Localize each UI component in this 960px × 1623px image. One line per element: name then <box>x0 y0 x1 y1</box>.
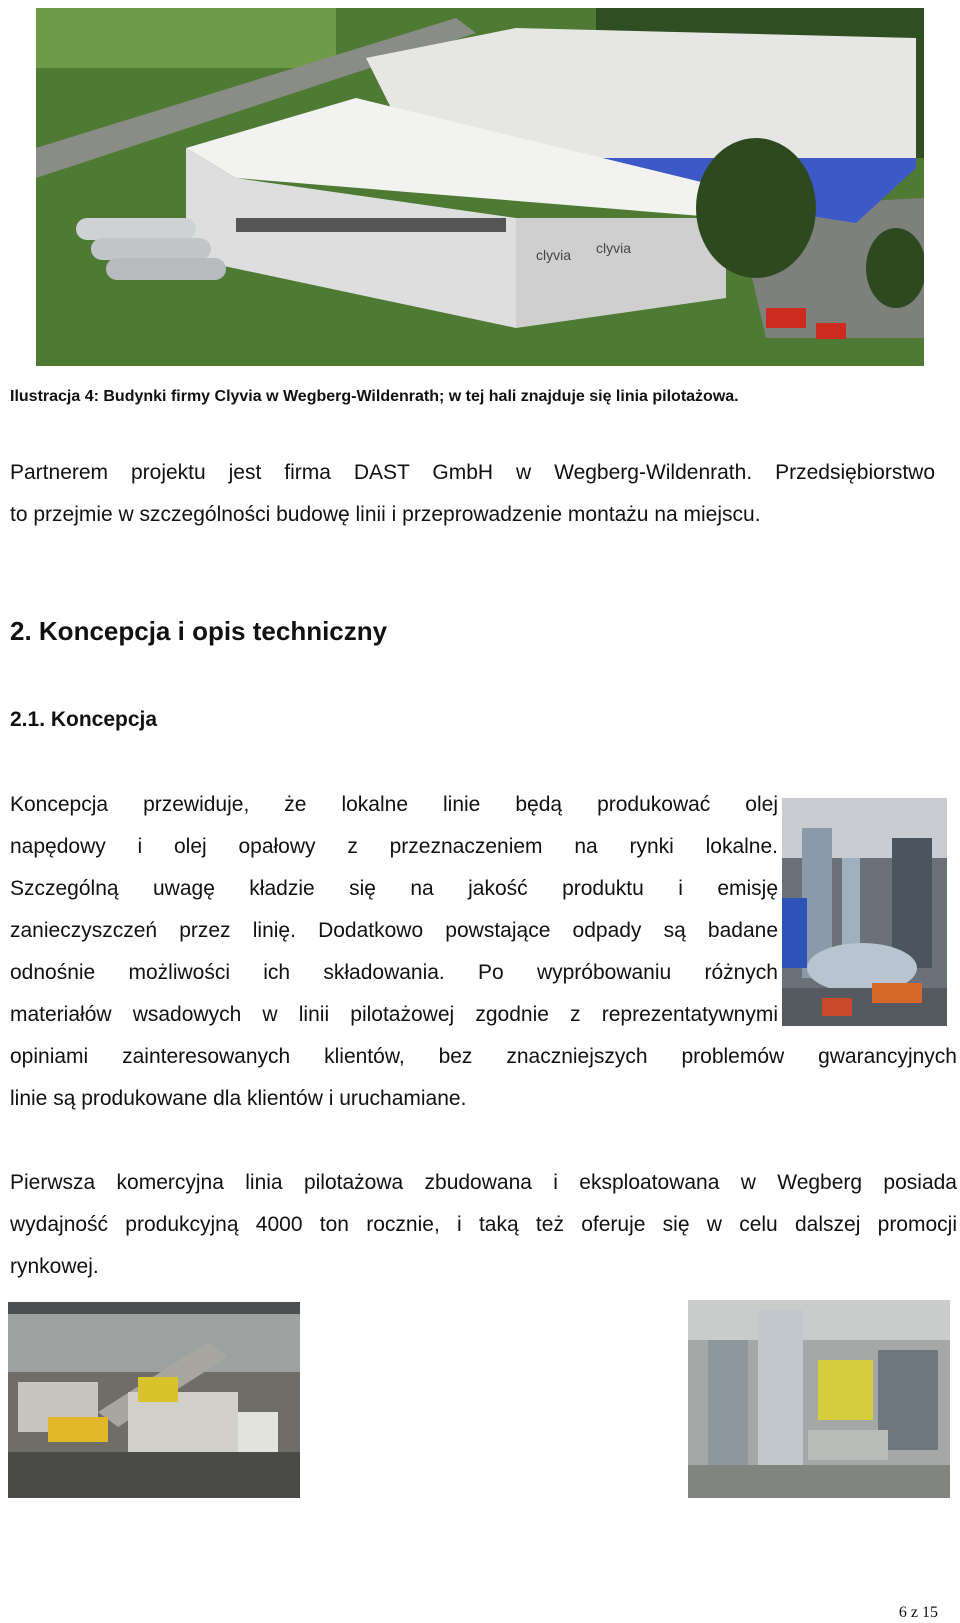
commercial-line-3: rynkowej. <box>10 1255 99 1278</box>
subsection-heading: 2.1. Koncepcja <box>10 708 158 731</box>
commercial-line-2: wydajność produkcyjną 4000 ton rocznie, i taką też oferuje się w celu dalszej promocji <box>10 1213 957 1236</box>
pilot-line-photo-left <box>8 1302 300 1498</box>
partner-paragraph <box>10 452 935 536</box>
building-logo-text-2: clyvia <box>596 240 632 256</box>
concept-line-2: napędowy i olej opałowy z przeznaczeniem na rynki lokalne. <box>10 835 778 858</box>
figure-caption: Ilustracja 4: Budynki firmy Clyvia w Wegberg-Wildenrath; w tej hali znajduje się linia pilotażowa. <box>10 388 739 405</box>
commercial-paragraph <box>10 1162 957 1288</box>
equipment-photo <box>782 798 947 1026</box>
partner-line-1: Partnerem projektu jest firma DAST GmbH w Wegberg-Wildenrath. Przedsiębiorstwo <box>10 461 935 484</box>
concept-paragraph-wide <box>10 1036 957 1120</box>
page-number: 6 z 15 <box>898 1604 938 1621</box>
partner-line-2: to przejmie w szczególności budowę linii i przeprowadzenie montażu na miejscu. <box>10 503 761 526</box>
aerial-building-photo <box>36 8 924 366</box>
concept-line-3: Szczególną uwagę kładzie się na jakość produktu i emisję <box>10 877 778 900</box>
concept-line-4: zanieczyszczeń przez linię. Dodatkowo powstające odpady są badane <box>10 919 778 942</box>
commercial-line-1: Pierwsza komercyjna linia pilotażowa zbudowana i eksploatowana w Wegberg posiada <box>10 1171 957 1194</box>
concept-line-8: linie są produkowane dla klientów i uruchamiane. <box>10 1087 467 1110</box>
concept-line-7: opiniami zainteresowanych klientów, bez znaczniejszych problemów gwarancyjnych <box>10 1045 957 1068</box>
concept-paragraph-narrow <box>10 784 778 1036</box>
pilot-line-photo-right <box>688 1300 950 1498</box>
section-heading: 2. Koncepcja i opis techniczny <box>10 616 388 646</box>
concept-line-6: materiałów wsadowych w linii pilotażowej zgodnie z reprezentatywnymi <box>10 1003 778 1026</box>
building-logo-text-1: clyvia <box>536 247 572 263</box>
concept-line-5: odnośnie możliwości ich składowania. Po wypróbowaniu różnych <box>10 961 778 984</box>
concept-line-1: Koncepcja przewiduje, że lokalne linie będą produkować olej <box>10 793 778 816</box>
